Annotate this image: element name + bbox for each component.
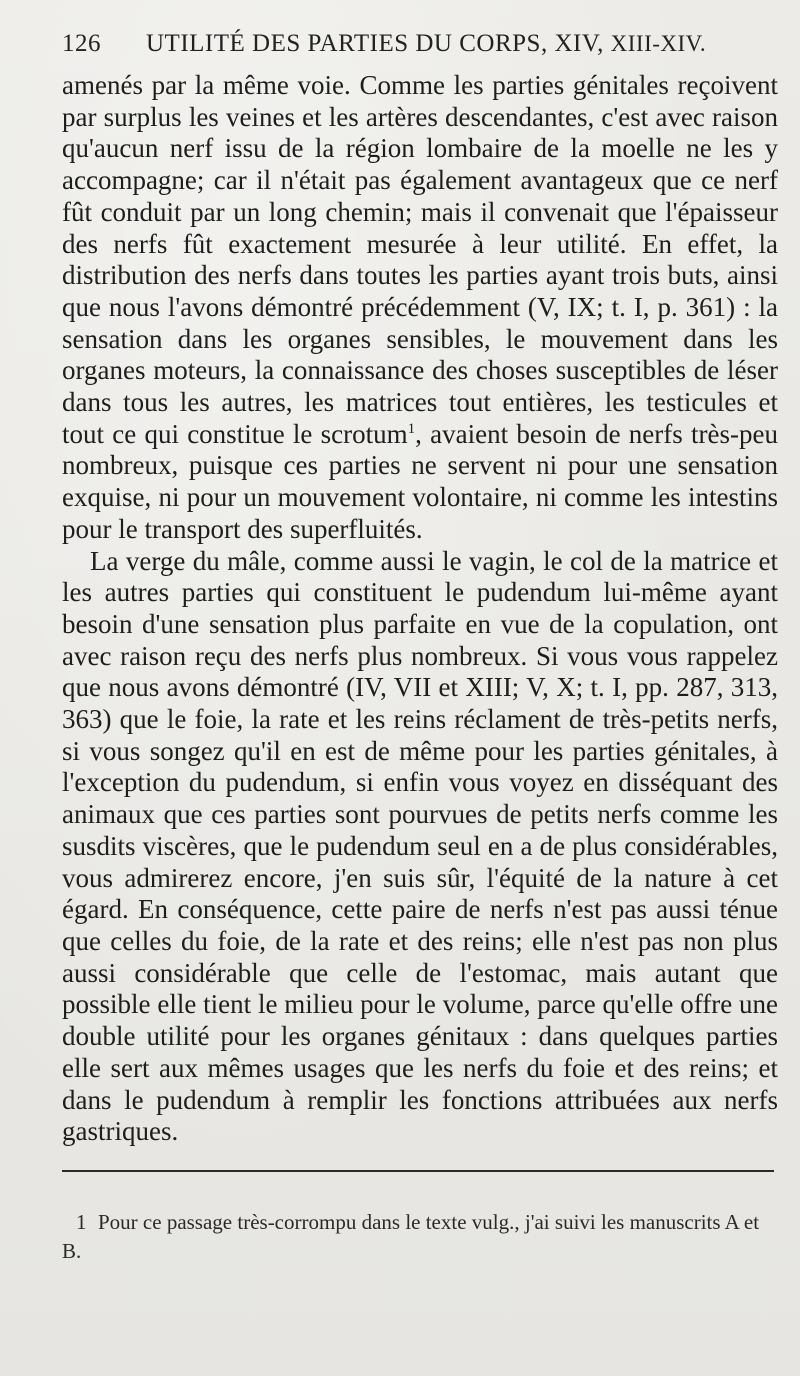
paragraph-2: La verge du mâle, comme aussi le vagin, le col de la matrice et les autres parties qui constituent le pudendum lui-même ayant besoin d'une sensation plus parfaite en vue de la copulation, ont avec raison reçu des nerfs plus nombreux. Si vous vous rappelez que nous avons démontré (IV, VII et XIII; V, X; t. I, pp. 287, 313, 363) que le foie, la rate et les reins réclament de très-petits nerfs, si vous songez qu'il en est de même pour les parties génitales, à l'exception du pudendum, si enfin vous voyez en disséquant des animaux que ces parties sont pourvues de petits nerfs comme les susdits viscères, que le pudendum seul en a de plus considérables, vous admirerez encore, j'en suis sûr, l'équité de la nature à cet égard. En conséquence, cette paire de nerfs n'est pas aussi ténue que celles du foie, de la rate et des reins; elle n'est pas non plus aussi considérable que celle de l'estomac, mais autant que possible elle tient le milieu pour le volume, parce qu'elle offre une double utilité pour les organes génitaux : dans quelques parties elle sert aux mêmes usages que les nerfs du foie et des reins; et dans le pudendum à remplir les fonctions attribuées aux nerfs gastriques. [62, 545, 778, 1147]
running-title [146, 30, 706, 58]
footnote-marker[interactable]: 1 [407, 420, 416, 437]
running-title-text: UTILITÉ DES PARTIES DU CORPS, XIV, [146, 30, 604, 57]
chapter-reference: XIII-XIV. [610, 31, 707, 56]
page-number: 126 [62, 30, 101, 57]
footnote-text: Pour ce passage très-corrompu dans le texte vulg., j'ai suivi les manuscrits A et B. [62, 1210, 760, 1263]
footnote-number: 1 [76, 1210, 87, 1234]
page-header [62, 30, 760, 70]
main-text [62, 70, 778, 1148]
paragraph-1 [62, 70, 778, 546]
paragraph-1-text-a: amenés par la même voie. Comme les parties génitales reçoivent par surplus les veines et les artères descendantes, c'est avec raison qu'aucun nerf issu de la région lombaire de la moelle ne les y accompagne; car il n'était pas également avantageux que ce nerf fût conduit par un long chemin; mais il convenait que l'épaisseur des nerfs fût exactement mesurée à leur utilité. En effet, la distribution des nerfs dans toutes les parties ayant trois buts, ainsi que nous l'avons démontré précédemment (V, IX; t. I, p. 361) : la sensation dans les organes sensibles, le mouvement dans les organes moteurs, la connaissance des choses susceptibles de léser dans tous les autres, les matrices tout entières, les testicules et tout ce qui constitue le scrotum [62, 70, 778, 449]
footnote-divider [62, 1170, 774, 1172]
paragraph-1-text-b: , avaient besoin de nerfs très-peu nombreux, puisque ces parties ne servent ni pour une sensation exquise, ni pour un mouvement volontaire, ni comme les intestins pour le transport des superfluités. [62, 418, 778, 544]
footnote [62, 1208, 778, 1266]
